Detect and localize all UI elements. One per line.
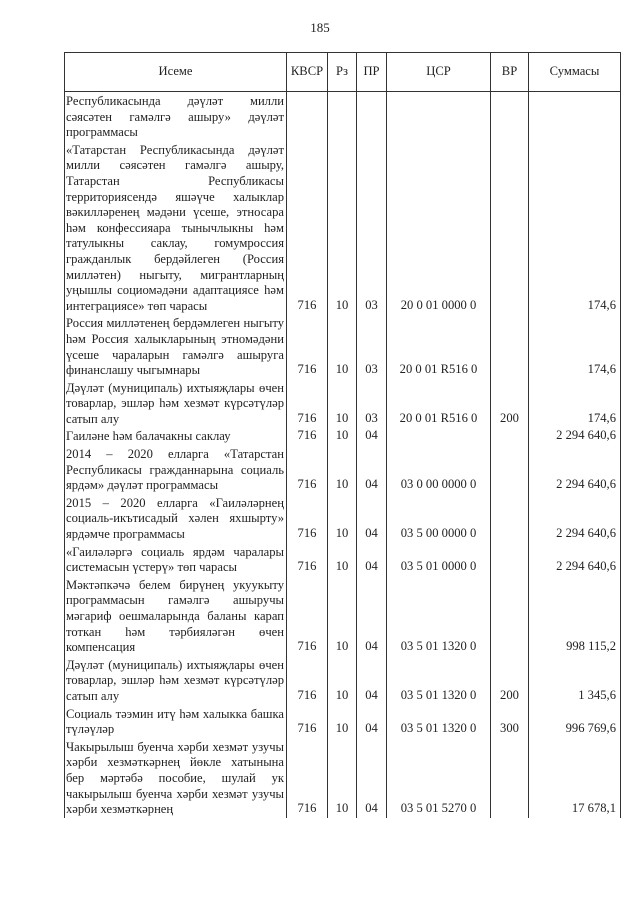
row-vr xyxy=(491,543,529,576)
row-kvsr: 716 xyxy=(287,314,328,378)
row-kvsr: 716 xyxy=(287,576,328,656)
table-row xyxy=(65,576,621,656)
row-name: «Гаиләләргә социаль ярдәм чаралары системасын үстерү» төп чарасы xyxy=(65,543,287,576)
row-csr: 20 0 01 R516 0 xyxy=(387,314,491,378)
row-rz: 10 xyxy=(328,494,357,543)
header-name: Исеме xyxy=(65,53,287,92)
row-name: Россия милләтенең бердәмлеген ныгыту һәм Россия халыкларының этномәдәни үсеше чараларын гамәлгә ашыруга финанслашу чыгымнары xyxy=(65,314,287,378)
row-rz: 10 xyxy=(328,543,357,576)
table-row xyxy=(65,705,621,738)
row-pr: 04 xyxy=(357,543,387,576)
row-pr: 03 xyxy=(357,379,387,428)
row-kvsr: 716 xyxy=(287,705,328,738)
row-sum: 2 294 640,6 xyxy=(529,494,621,543)
row-sum: 174,6 xyxy=(529,141,621,315)
row-sum: 1 345,6 xyxy=(529,656,621,705)
header-sum: Суммасы xyxy=(529,53,621,92)
row-vr xyxy=(491,445,529,494)
row-kvsr: 716 xyxy=(287,379,328,428)
row-vr: 200 xyxy=(491,656,529,705)
row-pr: 03 xyxy=(357,141,387,315)
row-csr: 20 0 01 0000 0 xyxy=(387,141,491,315)
row-rz: 10 xyxy=(328,738,357,818)
row-name: Мәктәпкәчә белем бирүнең укуукыту программасын гамәлгә ашыручы мәгариф оешмаларында баланы карап тоткан һәм тәрбияләгән өчен компенсация xyxy=(65,576,287,656)
table-row xyxy=(65,427,621,445)
row-sum: 174,6 xyxy=(529,379,621,428)
table-row xyxy=(65,494,621,543)
row-rz: 10 xyxy=(328,576,357,656)
row-name: Республикасында дәүләт милли сәясәтен гамәлгә ашыру» дәүләт программасы xyxy=(65,92,287,141)
header-rz: Рз xyxy=(328,53,357,92)
row-pr: 04 xyxy=(357,445,387,494)
row-kvsr: 716 xyxy=(287,656,328,705)
row-vr xyxy=(491,427,529,445)
table-row xyxy=(65,141,621,315)
row-pr: 04 xyxy=(357,427,387,445)
row-sum: 996 769,6 xyxy=(529,705,621,738)
row-vr xyxy=(491,576,529,656)
table-row xyxy=(65,92,621,141)
row-kvsr: 716 xyxy=(287,738,328,818)
row-pr: 03 xyxy=(357,314,387,378)
row-pr xyxy=(357,92,387,141)
table-header-row xyxy=(65,53,621,92)
row-csr: 03 5 00 0000 0 xyxy=(387,494,491,543)
row-vr xyxy=(491,92,529,141)
row-csr xyxy=(387,92,491,141)
row-rz: 10 xyxy=(328,445,357,494)
row-kvsr: 716 xyxy=(287,141,328,315)
row-kvsr: 716 xyxy=(287,543,328,576)
row-name: Социаль тәэмин итү һәм халыкка башка түләүләр xyxy=(65,705,287,738)
row-name: Гаиләне һәм балачакны саклау xyxy=(65,427,287,445)
budget-table xyxy=(64,52,621,818)
row-name: Чакырылыш буенча хәрби хезмәт узучы хәрби хезмәткәрнең йөкле хатынына бер мәртәбә пособие, шулай ук чакырылыш буенча хәрби хезмәт узучы хәрби хезмәткәрнең xyxy=(65,738,287,818)
row-csr: 20 0 01 R516 0 xyxy=(387,379,491,428)
row-pr: 04 xyxy=(357,738,387,818)
row-vr xyxy=(491,494,529,543)
row-csr: 03 5 01 0000 0 xyxy=(387,543,491,576)
row-pr: 04 xyxy=(357,656,387,705)
row-rz: 10 xyxy=(328,427,357,445)
row-rz: 10 xyxy=(328,141,357,315)
row-name: 2015 – 2020 елларга «Гаиләләрнең социаль-икътисадый хәлен яхшырту» ярдәмче программасы xyxy=(65,494,287,543)
table-row xyxy=(65,379,621,428)
row-sum: 2 294 640,6 xyxy=(529,445,621,494)
header-csr: ЦСР xyxy=(387,53,491,92)
row-kvsr: 716 xyxy=(287,445,328,494)
row-pr: 04 xyxy=(357,494,387,543)
row-csr: 03 5 01 1320 0 xyxy=(387,656,491,705)
row-csr: 03 5 01 1320 0 xyxy=(387,576,491,656)
row-csr xyxy=(387,427,491,445)
row-vr xyxy=(491,314,529,378)
row-name: «Татарстан Республикасында дәүләт милли сәясәтен гамәлгә ашыру, Татарстан Республикасы территориясендә яшәүче халыклар вәкилләренең мәдәни үсеше, этносара һәм конфессияара тынычлыкны һәм татулыкны саклау, гомумроссия гражданлык бердәйлеген (Россия милләтен) ныгыту, мигрантларның уңышлы социомәдәни адаптациясе һәм интеграциясе» төп чарасы xyxy=(65,141,287,315)
row-rz: 10 xyxy=(328,656,357,705)
row-sum: 2 294 640,6 xyxy=(529,543,621,576)
row-kvsr xyxy=(287,92,328,141)
row-sum: 2 294 640,6 xyxy=(529,427,621,445)
row-pr: 04 xyxy=(357,705,387,738)
page-number: 185 xyxy=(310,20,330,35)
row-vr: 300 xyxy=(491,705,529,738)
row-sum xyxy=(529,92,621,141)
row-rz: 10 xyxy=(328,379,357,428)
row-vr: 200 xyxy=(491,379,529,428)
row-name: Дәүләт (муниципаль) ихтыяҗлары өчен товарлар, эшләр һәм хезмәт күрсәтүләр сатып алу xyxy=(65,379,287,428)
row-rz xyxy=(328,92,357,141)
table-row xyxy=(65,656,621,705)
row-kvsr: 716 xyxy=(287,427,328,445)
table-row xyxy=(65,738,621,818)
table-row xyxy=(65,445,621,494)
header-vr: ВР xyxy=(491,53,529,92)
row-rz: 10 xyxy=(328,314,357,378)
row-vr xyxy=(491,141,529,315)
row-pr: 04 xyxy=(357,576,387,656)
table-row xyxy=(65,543,621,576)
row-name: Дәүләт (муниципаль) ихтыяҗлары өчен товарлар, эшләр һәм хезмәт күрсәтүләр сатып алу xyxy=(65,656,287,705)
header-kvsr: КВСР xyxy=(287,53,328,92)
row-kvsr: 716 xyxy=(287,494,328,543)
row-csr: 03 5 01 5270 0 xyxy=(387,738,491,818)
row-sum: 17 678,1 xyxy=(529,738,621,818)
row-csr: 03 0 00 0000 0 xyxy=(387,445,491,494)
row-name: 2014 – 2020 елларга «Татарстан Республикасы гражданнарына социаль ярдәм» дәүләт программасы xyxy=(65,445,287,494)
row-vr xyxy=(491,738,529,818)
row-sum: 998 115,2 xyxy=(529,576,621,656)
header-pr: ПР xyxy=(357,53,387,92)
row-sum: 174,6 xyxy=(529,314,621,378)
table-row xyxy=(65,314,621,378)
row-csr: 03 5 01 1320 0 xyxy=(387,705,491,738)
row-rz: 10 xyxy=(328,705,357,738)
